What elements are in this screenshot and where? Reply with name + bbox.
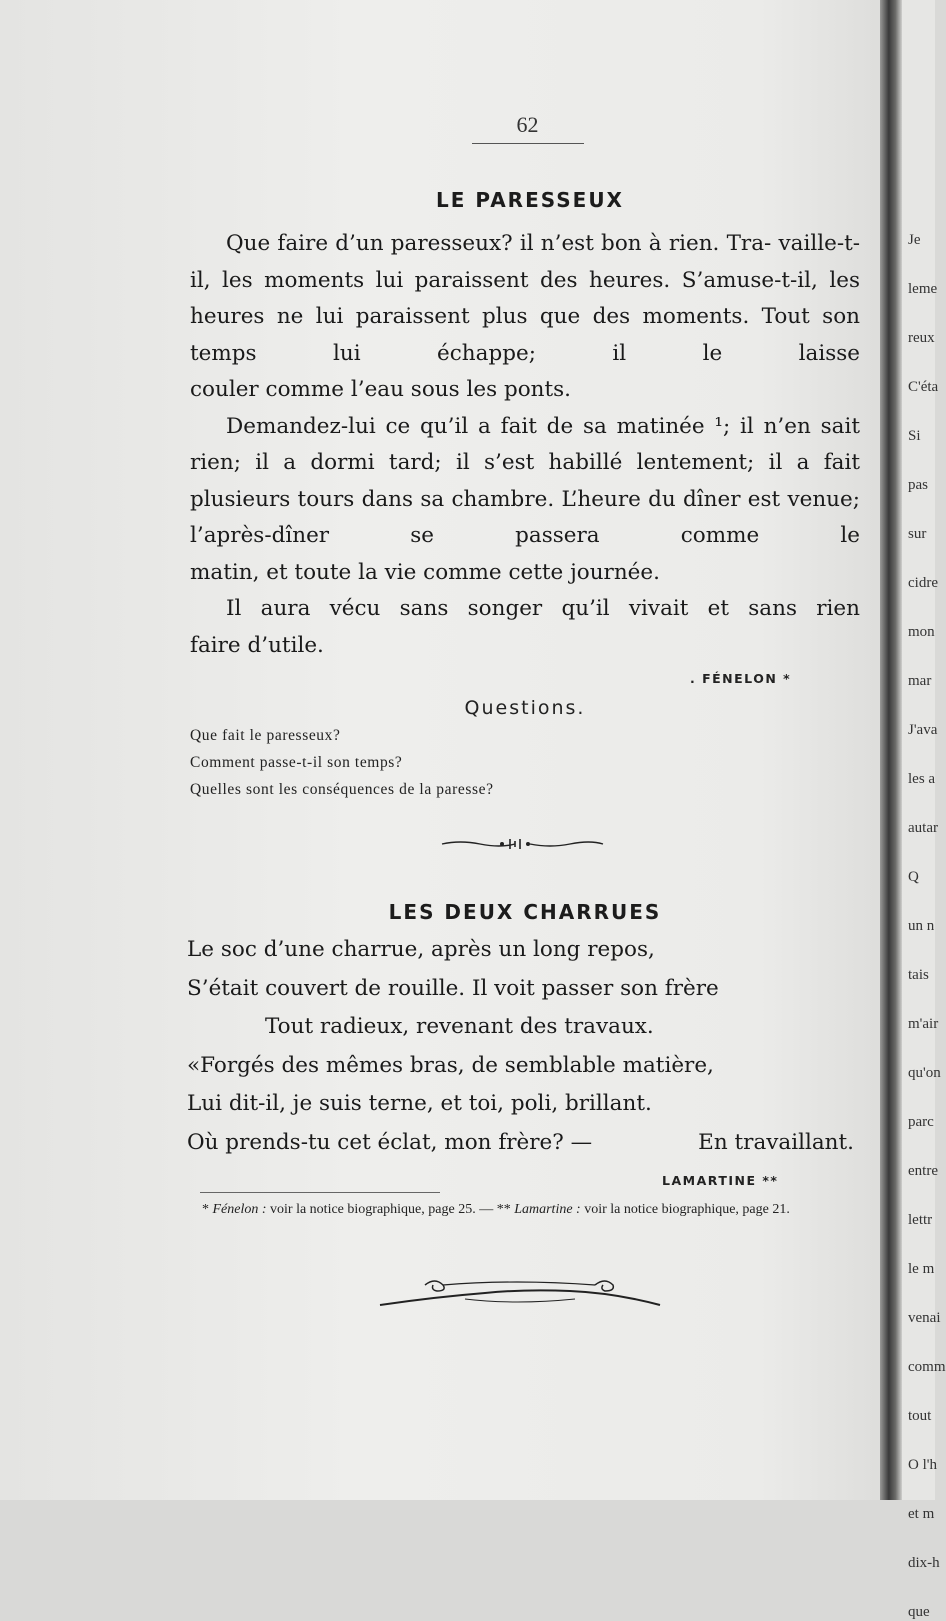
story-title-les-deux-charrues: LES DEUX CHARRUES [388,900,662,924]
paragraph-3-end: faire d’utile. [190,632,324,658]
paragraph-1-end: couler comme l’eau sous les ponts. [190,377,572,402]
story-title-le-paresseux: LE PARESSEUX [436,188,624,212]
poem-line-last: Où prends-tu cet éclat, mon frère? — En travaillant. [187,1129,854,1155]
facing-page-fragment: Je [908,232,921,248]
poem-line: Le soc d’une charrue, après un long repos, [187,937,655,962]
page-number-rule [472,143,584,144]
questions-list [190,722,494,803]
questions-title: Questions. [464,697,586,719]
facing-page-fragment: et m [908,1506,935,1522]
facing-page-fragment: parc [908,1114,934,1130]
author-fenelon: . FÉNELON * [690,671,792,686]
poem-line: S’était couvert de rouille. Il voit passer son frère [187,975,719,1001]
facing-page-fragment: pas [908,477,928,493]
end-flourish-ornament [375,1275,665,1315]
story1-text [190,226,860,664]
poem-line: Tout radieux, revenant des travaux. [265,1014,654,1039]
facing-page-fragment: sur [908,526,927,542]
facing-page-fragment: J'ava [908,722,938,738]
facing-page-fragment: reux [908,330,935,346]
question-item: Comment passe-t-il son temps? [190,754,403,771]
paragraph-2-end: matin, et toute la vie comme cette journée. [190,559,660,585]
facing-page-fragment: Si [908,428,921,444]
facing-page-fragment: mar [908,673,932,689]
facing-page-fragment: venai [908,1310,941,1326]
facing-page-fragment: que [908,1604,930,1620]
poem-text [187,931,867,1162]
paragraph-2: Demandez-lui ce qu’il a fait de sa matinée ¹; il n’en sait rien; il a dormi tard; il s’est habillé lentement; il a fait plusieurs tours dans sa chambre. L’heure du dîner est venue; l’après-dîner se passera comme le [190,413,861,548]
footnote-rule [200,1192,440,1193]
facing-page-fragment: le m [908,1261,935,1277]
facing-page-fragment: autar [908,820,938,836]
facing-page-fragment: Q [908,869,919,885]
poem-line: Lui dit-il, je suis terne, et toi, poli, brillant. [187,1091,652,1116]
poem-line: «Forgés des mêmes bras, de semblable matière, [187,1052,714,1078]
facing-page-fragment: mon [908,624,935,640]
facing-page-fragment: lettr [908,1212,933,1228]
book-gutter [880,0,902,1500]
paragraph-3: Il aura vécu sans songer qu’il vivait et sans rien [226,596,860,621]
question-item: Quelles sont les conséquences de la paresse? [190,781,494,798]
facing-page-fragment: les a [908,771,936,787]
facing-page-fragment: un n [908,918,935,934]
section-divider-ornament [440,836,605,852]
facing-page-fragment: O l'h [908,1457,937,1473]
facing-page-fragment: qu'on [908,1065,941,1081]
facing-page-fragment: m'air [908,1016,939,1032]
facing-page-fragment: tais [908,967,929,983]
facing-page-fragment: tout [908,1408,932,1424]
facing-page-fragment: C'éta [908,379,939,395]
page-number: 62 [516,112,539,137]
facing-page-fragment: leme [908,281,938,297]
paragraph-1: Que faire d’un paresseux? il n’est bon à rien. Tra- vaille-t-il, les moments lui paraissent des heures. S’amuse-t-il, les heures ne lui paraissent plus que des moments. Tout son temps lui échappe; il le laisse [190,231,860,366]
facing-page-fragment: cidre [908,575,938,591]
author-lamartine: LAMARTINE ** [662,1173,779,1188]
footnote: * Fénelon : voir la notice biographique, page 25. — ** Lamartine : voir la notice biographique, page 21. [202,1202,790,1217]
facing-page-fragment: comm [908,1359,946,1375]
question-item: Que fait le paresseux? [190,727,341,744]
facing-page-fragment: entre [908,1163,938,1179]
facing-page-fragment: dix-h [908,1555,940,1571]
